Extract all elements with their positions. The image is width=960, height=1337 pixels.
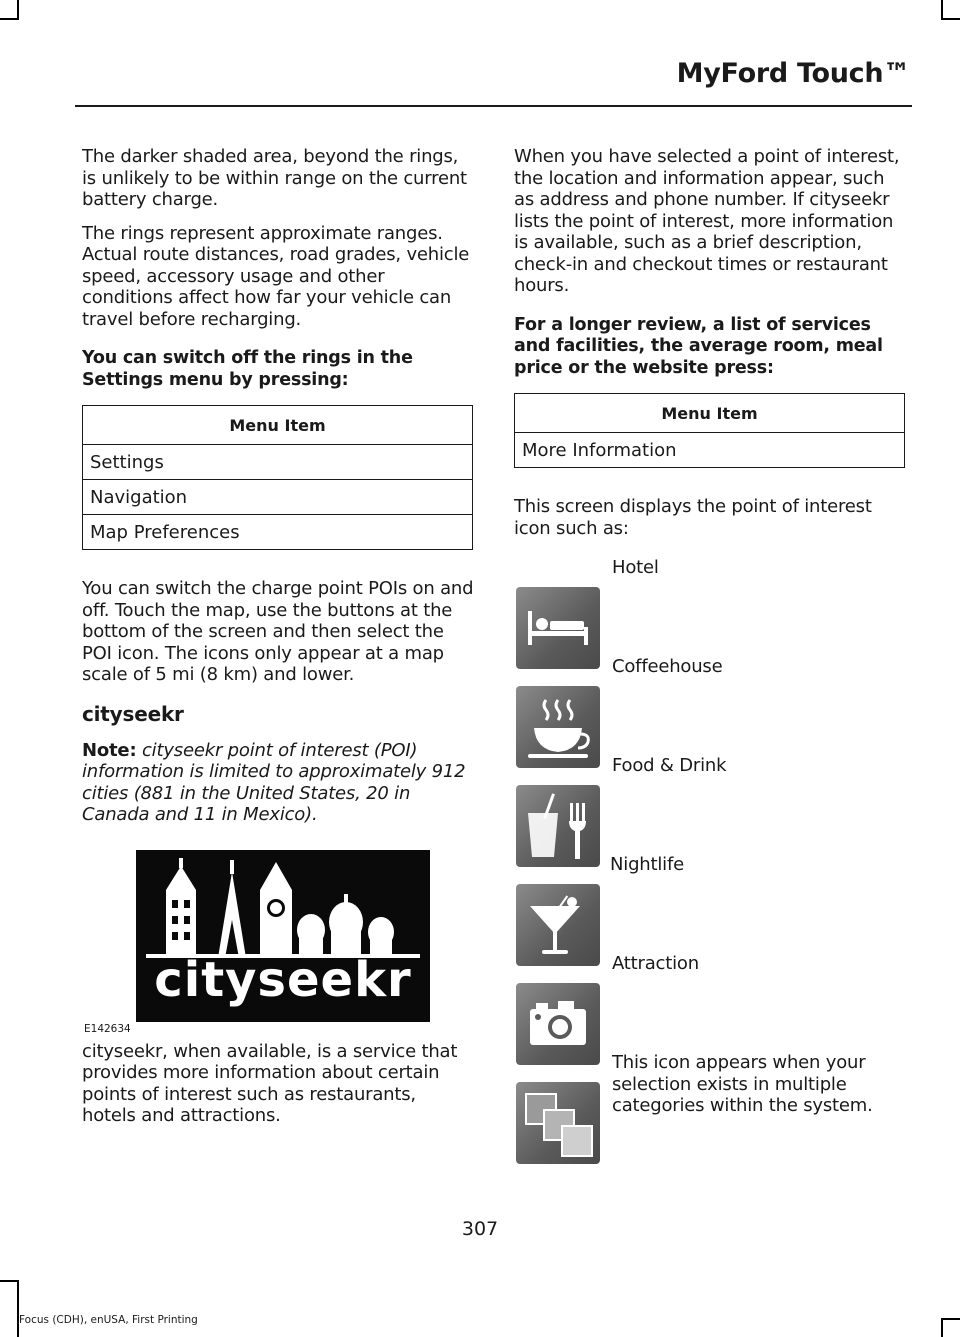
- poi-label-coffeehouse: Coffeehouse: [612, 656, 723, 677]
- menu-row-more-information: More Information: [515, 433, 905, 468]
- menu-row-map-preferences: Map Preferences: [83, 515, 473, 550]
- multiple-categories-icon: [516, 1082, 600, 1164]
- note: [82, 740, 474, 826]
- image-code: E142634: [84, 1022, 131, 1035]
- crop-mark-bottom-left-h: [0, 1280, 19, 1282]
- crop-mark-bottom-left: [17, 1280, 19, 1337]
- poi-label-multiple-categories: This icon appears when your selection exists in multiple categories within the system.: [612, 1052, 873, 1116]
- poi-icon-row-coffeehouse: [514, 656, 906, 755]
- paragraph-screen-displays: This screen displays the point of interest icon such as:: [514, 496, 872, 539]
- menu-table-settings: [82, 405, 473, 550]
- poi-icon-row-hotel: [514, 557, 906, 656]
- poi-label-nightlife: Nightlife: [610, 854, 684, 875]
- poi-label-hotel: Hotel: [612, 557, 659, 578]
- crop-mark-top-left-h: [0, 18, 19, 20]
- paragraph-cityseekr-service: cityseekr, when available, is a service that provides more information about certain points of interest such as restaurants, hotels and attractions.: [82, 1040, 458, 1126]
- paragraph-shaded-area: The darker shaded area, beyond the rings, is unlikely to be within range on the current battery charge.: [82, 146, 467, 210]
- poi-icon-row-multiple: [514, 1052, 906, 1151]
- page-number: 307: [461, 1218, 499, 1240]
- paragraph-rings: The rings represent approximate ranges. Actual route distances, road grades, vehicle speed, accessory usage and other conditions affect how far your vehicle can travel before recharging.: [82, 222, 470, 330]
- poi-label-food-drink: Food & Drink: [612, 755, 727, 776]
- menu-table-header: Menu Item: [515, 394, 905, 433]
- cityseekr-logo-figure: [82, 850, 422, 1035]
- header-divider: [75, 105, 912, 107]
- section-heading-cityseekr: cityseekr: [82, 701, 184, 726]
- menu-row-navigation: Navigation: [83, 480, 473, 515]
- left-column: [82, 146, 474, 1139]
- menu-table-header: Menu Item: [83, 406, 473, 445]
- crop-mark-bottom-right-h: [941, 1318, 960, 1320]
- poi-icon-row-nightlife: [514, 854, 906, 953]
- paragraph-charge-point-pois: You can switch the charge point POIs on and off. Touch the map, use the buttons at the bottom of the screen and then select the POI icon. The icons only appear at a map scale of 5 mi (8 km) and lower.: [82, 578, 474, 685]
- poi-label-attraction: Attraction: [612, 953, 699, 974]
- menu-row-settings: Settings: [83, 445, 473, 480]
- cityseekr-logo-text: cityseekr: [154, 951, 412, 1008]
- cityseekr-logo: [136, 850, 430, 1022]
- footer-edition: Focus (CDH), enUSA, First Printing: [19, 1314, 198, 1326]
- crop-mark-top-left: [17, 0, 19, 20]
- right-column: [514, 146, 906, 1151]
- paragraph-selected-poi: When you have selected a point of interest, the location and information appear, such as address and phone number. If cityseekr lists the point of interest, more information is available, such as a brief description, check-in and checkout times or restaurant hours.: [514, 146, 900, 296]
- page-title: MyFord Touch™: [676, 58, 910, 89]
- poi-icon-row-attraction: [514, 953, 906, 1052]
- note-text: cityseekr point of interest (POI) information is limited to approximately 912 cities (881 in the United States, 20 in Canada and 11 in Mexico).: [82, 739, 466, 825]
- instruction-switch-off-rings: You can switch off the rings in the Settings menu by pressing:: [82, 348, 413, 390]
- instruction-longer-review: For a longer review, a list of services and facilities, the average room, meal price or the website press:: [514, 314, 883, 378]
- crop-mark-bottom-right: [941, 1318, 943, 1337]
- poi-icon-row-food-drink: [514, 755, 906, 854]
- menu-table-more-information: [514, 393, 905, 468]
- crop-mark-top-right: [941, 0, 943, 20]
- crop-mark-top-right-h: [941, 18, 960, 20]
- note-label: Note:: [82, 739, 137, 761]
